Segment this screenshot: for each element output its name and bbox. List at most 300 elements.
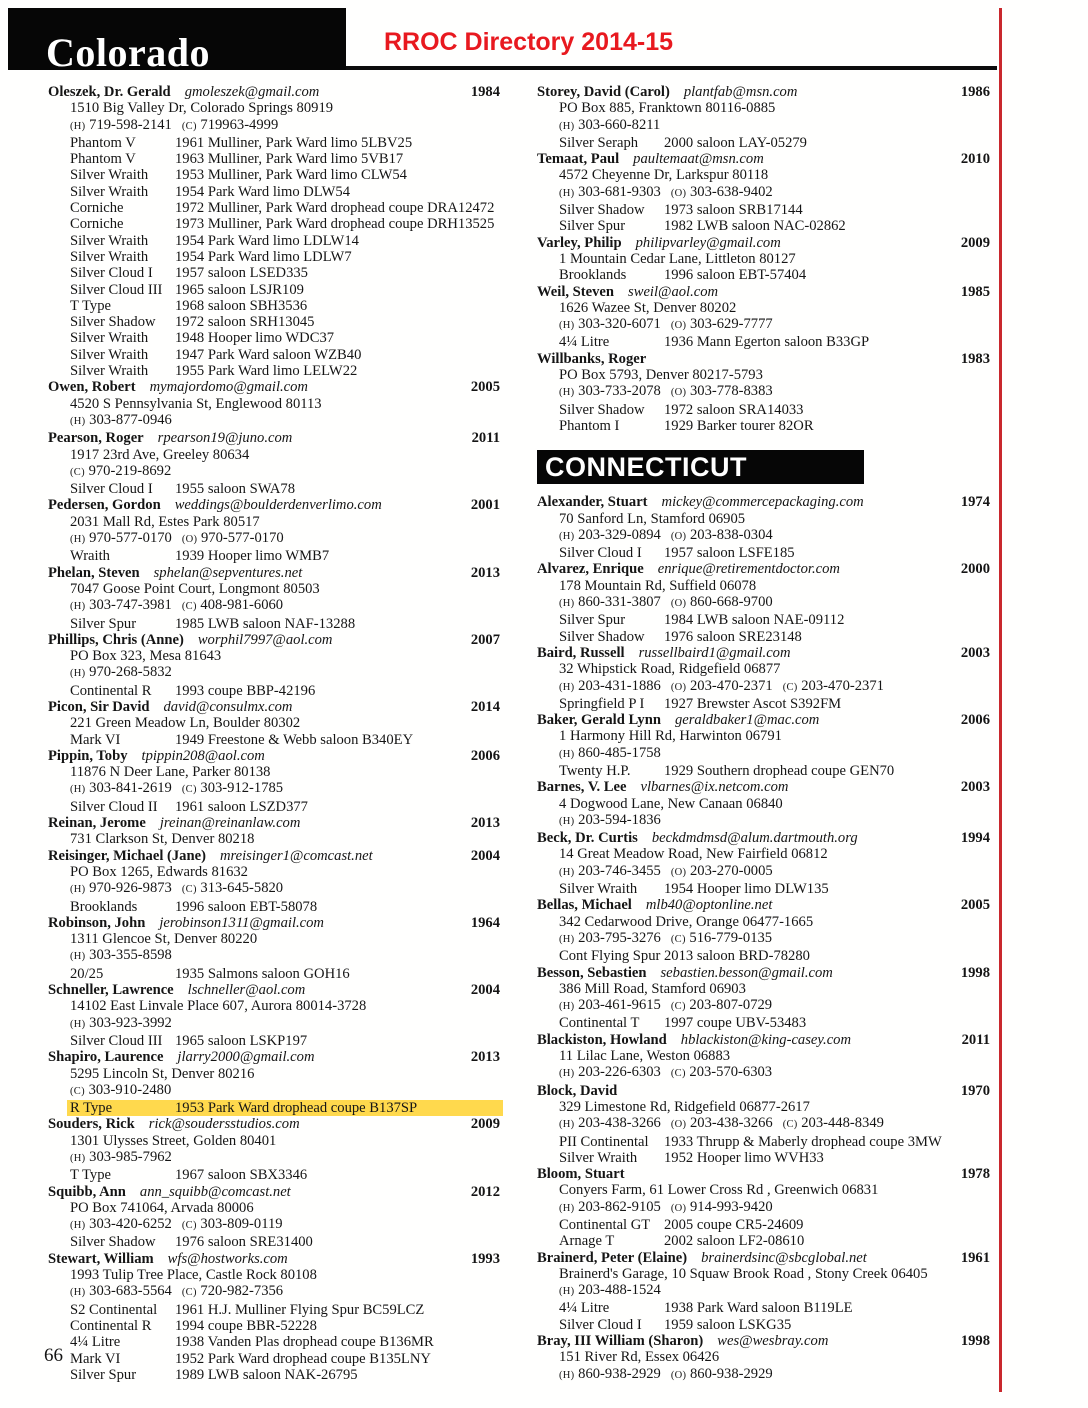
phone-type-label: (O) xyxy=(670,387,687,399)
car-model: Silver Wraith xyxy=(70,232,149,249)
phone-type-label: (H) xyxy=(559,120,575,132)
phone-type-label: (O) xyxy=(670,1119,687,1131)
car-line xyxy=(48,347,500,363)
phone-number: 303-877-0946 xyxy=(89,411,172,428)
phone-line xyxy=(48,947,500,965)
car-model: 20/25 xyxy=(70,965,104,982)
directory-entry xyxy=(48,815,500,848)
car-model: Silver Wraith xyxy=(70,167,149,184)
car-description: 1997 coupe UBV-53483 xyxy=(664,1015,807,1032)
phone-line xyxy=(48,1283,500,1301)
phone-segment xyxy=(182,1283,283,1299)
phone-type-label: (H) xyxy=(559,1369,575,1381)
phone-type-label: (O) xyxy=(670,1202,687,1214)
car-line xyxy=(537,696,990,712)
phone-type-label: (H) xyxy=(70,534,86,546)
phone-segment xyxy=(559,316,661,332)
car-description: 1973 Mulliner, Park Ward drophead coupe DRH13525 xyxy=(175,216,495,233)
member-email: tpippin208@aol.com xyxy=(141,747,265,764)
phone-line xyxy=(48,880,500,898)
state-header-label: Colorado xyxy=(46,30,210,75)
car-line xyxy=(48,265,500,281)
phone-type-label: (C) xyxy=(782,681,798,693)
car-model: Silver Shadow xyxy=(70,314,156,331)
phone-line xyxy=(48,597,500,615)
car-description: 1973 saloon SRB17144 xyxy=(664,202,803,219)
car-description: 1968 saloon SBH3536 xyxy=(175,297,308,314)
phone-segment xyxy=(70,1283,172,1299)
car-description: 1961 Mulliner, Park Ward limo 5LBV25 xyxy=(175,134,413,151)
address-line: 5295 Lincoln St, Denver 80216 xyxy=(70,1065,255,1082)
car-description: 2002 saloon LF2-08610 xyxy=(664,1233,805,1250)
car-description: 2000 saloon LAY-05279 xyxy=(664,134,807,151)
car-line xyxy=(48,298,500,314)
phone-line xyxy=(48,463,500,481)
member-email: rick@soudersstudios.com xyxy=(148,1116,300,1133)
car-description: 1954 Park Ward limo LDLW7 xyxy=(175,248,352,265)
phone-line xyxy=(48,664,500,682)
phone-segment xyxy=(559,863,661,879)
member-join-year: 2011 xyxy=(471,430,500,447)
member-email: worphil7997@aol.com xyxy=(197,631,333,648)
member-name: Storey, David (Carol) xyxy=(537,84,670,100)
entry-header-row xyxy=(48,699,500,715)
car-line xyxy=(537,612,990,628)
phone-segment xyxy=(671,527,773,543)
phone-line xyxy=(537,745,990,763)
address-line: 4520 S Pennsylvania St, Englewood 80113 xyxy=(70,395,322,412)
car-description: 1961 saloon LSZD377 xyxy=(175,798,308,815)
member-email: sebastien.besson@gmail.com xyxy=(660,964,833,981)
phone-type-label: (C) xyxy=(181,601,197,613)
phone-type-label: (O) xyxy=(670,530,687,542)
entry-header-row xyxy=(537,712,990,728)
phone-number: 203-807-0729 xyxy=(689,997,773,1014)
phone-segment xyxy=(559,184,661,200)
member-join-year: 1986 xyxy=(960,84,990,100)
address-line: PO Box 885, Franktown 80116-0885 xyxy=(559,100,776,117)
member-name: Reinan, Jerome xyxy=(48,815,146,832)
phone-type-label: (H) xyxy=(70,884,86,896)
car-model: Corniche xyxy=(70,200,124,217)
car-model: Silver Wraith xyxy=(70,248,149,265)
phone-type-label: (H) xyxy=(70,120,86,132)
page-number: 66 xyxy=(44,1345,63,1366)
car-line xyxy=(48,1302,500,1318)
phone-segment xyxy=(70,1015,172,1031)
member-email: paultemaat@msn.com xyxy=(633,151,764,168)
phone-type-label: (H) xyxy=(559,748,575,760)
member-email: wes@wesbray.com xyxy=(717,1333,829,1350)
phone-number: 303-778-8383 xyxy=(689,383,773,400)
member-join-year: 2010 xyxy=(960,151,990,168)
car-description: 1955 saloon SWA78 xyxy=(175,481,295,498)
car-model: Silver Wraith xyxy=(70,363,149,380)
member-email: mreisinger1@comcast.net xyxy=(219,847,373,864)
phone-number: 303-355-8598 xyxy=(89,947,172,964)
phone-type-label: (O) xyxy=(181,534,198,546)
car-model: PII Continental xyxy=(559,1133,649,1150)
car-description: 1989 LWB saloon NAK-26795 xyxy=(175,1366,358,1383)
car-line xyxy=(537,135,990,151)
car-line xyxy=(48,732,500,748)
phone-segment xyxy=(559,1282,661,1298)
car-model: Silver Cloud III xyxy=(70,281,163,298)
phone-type-label: (C) xyxy=(181,884,197,896)
directory-entry xyxy=(537,1032,990,1083)
car-model: T Type xyxy=(70,297,112,314)
member-join-year: 2000 xyxy=(960,561,990,578)
car-line xyxy=(48,330,500,346)
address-line: 1510 Big Valley Dr, Colorado Springs 80919 xyxy=(70,100,334,117)
address-line: 7047 Goose Point Court, Longmont 80503 xyxy=(70,580,320,597)
car-line xyxy=(48,216,500,232)
entry-header-row xyxy=(537,494,990,510)
entry-header-row xyxy=(48,1251,500,1267)
address-line: Brainerd's Garage, 10 Squaw Brook Road , Stony Creek 06405 xyxy=(559,1265,928,1282)
phone-segment xyxy=(671,594,773,610)
car-model: Silver Shadow xyxy=(559,628,645,645)
phone-segment xyxy=(559,997,661,1013)
car-description: 1959 saloon LSKG35 xyxy=(664,1316,792,1333)
phone-type-label: (O) xyxy=(670,1369,687,1381)
directory-entry xyxy=(537,235,990,284)
phone-type-label: (H) xyxy=(559,320,575,332)
phone-number: 303-910-2480 xyxy=(88,1081,172,1098)
member-join-year: 1994 xyxy=(960,830,990,847)
phone-type-label: (C) xyxy=(782,1119,798,1131)
member-join-year: 2012 xyxy=(470,1183,500,1200)
phone-line xyxy=(537,1366,990,1384)
phone-segment xyxy=(182,597,283,613)
phone-type-label: (C) xyxy=(181,784,197,796)
member-email: philipvarley@gmail.com xyxy=(635,234,781,251)
member-join-year: 1998 xyxy=(960,964,990,981)
address-line: 70 Sanford Ln, Stamford 06905 xyxy=(559,510,746,527)
car-line xyxy=(537,1015,990,1031)
phone-type-label: (H) xyxy=(559,1202,575,1214)
address-line: 11876 N Deer Lane, Parker 80138 xyxy=(70,764,271,781)
car-description: 2005 coupe CR5-24609 xyxy=(664,1217,804,1233)
member-name: Phelan, Steven xyxy=(48,564,140,581)
member-email: gmoleszek@gmail.com xyxy=(184,84,320,100)
car-line xyxy=(48,1100,500,1116)
car-description: 1957 saloon LSFE185 xyxy=(664,545,795,562)
member-name: Phillips, Chris (Anne) xyxy=(48,631,184,648)
address-line: PO Box 5793, Denver 80217-5793 xyxy=(559,367,763,384)
car-model: Continental GT xyxy=(559,1217,651,1233)
member-name: Pippin, Toby xyxy=(48,747,128,764)
phone-number: 970-268-5832 xyxy=(89,664,172,681)
directory-entry xyxy=(48,84,500,379)
phone-type-label: (H) xyxy=(559,530,575,542)
entry-header-row xyxy=(48,84,500,100)
car-description: 1994 coupe BBR-52228 xyxy=(175,1317,317,1334)
phone-segment xyxy=(671,1199,773,1215)
member-email: enrique@retirementdoctor.com xyxy=(657,561,840,578)
phone-number: 203-329-0894 xyxy=(578,526,661,543)
car-description: 1957 saloon LSED335 xyxy=(175,265,308,282)
member-email: jlarry2000@gmail.com xyxy=(177,1049,315,1066)
directory-entry xyxy=(48,1251,500,1383)
directory-entry xyxy=(48,848,500,915)
car-model: Brooklands xyxy=(559,267,627,284)
address-line: 1917 23rd Ave, Greeley 80634 xyxy=(70,446,250,463)
car-line xyxy=(537,763,990,779)
phone-segment xyxy=(70,1216,172,1232)
phone-line xyxy=(537,594,990,612)
phone-line xyxy=(537,527,990,545)
entry-header-row xyxy=(537,351,990,367)
address-line: 1 Mountain Cedar Lane, Littleton 80127 xyxy=(559,250,796,267)
car-description: 1938 Vanden Plas drophead coupe B136MR xyxy=(175,1334,434,1351)
phone-segment xyxy=(70,947,172,963)
directory-entry xyxy=(48,565,500,632)
car-description: 1953 Park Ward drophead coupe B137SP xyxy=(172,1100,503,1116)
car-description: 1954 Park Ward limo LDLW14 xyxy=(175,232,359,249)
phone-line xyxy=(537,863,990,881)
phone-segment xyxy=(559,745,661,761)
phone-number: 203-270-0005 xyxy=(689,862,773,879)
car-model: Brooklands xyxy=(70,898,138,915)
car-description: 1936 Mann Egerton saloon B33GP xyxy=(664,334,870,351)
address-line: 1993 Tulip Tree Place, Castle Rock 80108 xyxy=(70,1267,317,1284)
directory-entry xyxy=(48,982,500,1049)
car-model: Silver Cloud II xyxy=(70,798,158,815)
phone-type-label: (H) xyxy=(70,668,86,680)
state-header-bar xyxy=(8,8,346,75)
directory-entry xyxy=(537,965,990,1032)
phone-number: 313-645-5820 xyxy=(200,880,284,897)
member-email: sphelan@sepventures.net xyxy=(153,564,303,581)
car-line xyxy=(48,363,500,379)
member-email: plantfab@msn.com xyxy=(683,84,798,100)
member-name: Bray, III William (Sharon) xyxy=(537,1333,704,1350)
car-model: Wraith xyxy=(70,548,110,565)
car-line xyxy=(537,334,990,350)
phone-type-label: (C) xyxy=(670,1001,686,1013)
entry-header-row xyxy=(48,565,500,581)
member-name: Souders, Rick xyxy=(48,1116,135,1133)
member-join-year: 1964 xyxy=(470,914,500,931)
car-line xyxy=(48,1351,500,1367)
car-description: 1954 Hooper limo DLW135 xyxy=(664,881,829,898)
car-description: 1938 Park Ward saloon B119LE xyxy=(664,1300,853,1317)
member-join-year: 2006 xyxy=(960,712,990,729)
car-model: Silver Cloud I xyxy=(70,481,153,498)
page-edge-mark xyxy=(999,8,1002,1392)
car-description: 1972 saloon SRA14033 xyxy=(664,401,804,418)
member-join-year: 1978 xyxy=(960,1166,990,1183)
phone-number: 303-912-1785 xyxy=(200,780,284,797)
car-model: Silver Wraith xyxy=(70,330,149,347)
phone-type-label: (H) xyxy=(559,1286,575,1298)
phone-number: 203-470-2371 xyxy=(689,677,773,694)
member-join-year: 2013 xyxy=(470,815,500,832)
car-description: 1955 Park Ward limo LELW22 xyxy=(175,363,358,380)
phone-type-label: (H) xyxy=(70,415,86,427)
address-line: 1626 Wazee St, Denver 80202 xyxy=(559,299,737,316)
column-right xyxy=(537,84,990,1384)
phone-number: 303-733-2078 xyxy=(578,383,661,400)
car-line xyxy=(48,233,500,249)
phone-type-label: (H) xyxy=(70,1287,86,1299)
directory-entry xyxy=(48,748,500,815)
entry-header-row xyxy=(48,497,500,513)
phone-type-label: (H) xyxy=(559,866,575,878)
phone-segment xyxy=(559,1199,661,1215)
address-line: 178 Mountain Rd, Suffield 06078 xyxy=(559,577,757,594)
entry-header-row xyxy=(537,1083,990,1099)
directory-entry xyxy=(537,84,990,151)
phone-segment xyxy=(671,863,773,879)
member-email: sweil@aol.com xyxy=(628,283,719,300)
phone-type-label: (O) xyxy=(670,598,687,610)
member-name: Weil, Steven xyxy=(537,283,615,300)
car-line xyxy=(537,1134,990,1150)
phone-line xyxy=(537,1282,990,1300)
phone-segment xyxy=(559,594,661,610)
member-join-year: 1984 xyxy=(470,84,500,100)
phone-line xyxy=(537,1199,990,1217)
phone-line xyxy=(48,1216,500,1234)
car-line xyxy=(48,1367,500,1383)
phone-line xyxy=(48,780,500,798)
phone-type-label: (H) xyxy=(70,601,86,613)
phone-type-label: (H) xyxy=(70,951,86,963)
member-email: jerobinson1311@gmail.com xyxy=(159,914,324,931)
phone-type-label: (H) xyxy=(559,598,575,610)
car-model: Silver Seraph xyxy=(559,134,639,151)
phone-type-label: (H) xyxy=(70,784,86,796)
member-name: Brainerd, Peter (Elaine) xyxy=(537,1249,688,1266)
directory-entry xyxy=(48,632,500,699)
car-line xyxy=(537,545,990,561)
address-line: 1 Harmony Hill Rd, Harwinton 06791 xyxy=(559,728,782,745)
phone-number: 303-923-3992 xyxy=(89,1014,172,1031)
car-model: Silver Cloud I xyxy=(559,1316,642,1333)
member-name: Besson, Sebastien xyxy=(537,964,647,981)
phone-type-label: (H) xyxy=(559,1119,575,1131)
car-line xyxy=(537,948,990,964)
phone-line xyxy=(537,997,990,1015)
car-line xyxy=(48,1318,500,1334)
member-name: Shapiro, Laurence xyxy=(48,1049,164,1066)
phone-number: 303-683-5564 xyxy=(89,1283,172,1300)
phone-segment xyxy=(559,678,661,694)
entry-header-row xyxy=(537,645,990,661)
address-line: PO Box 741064, Arvada 80006 xyxy=(70,1199,254,1216)
phone-segment xyxy=(671,383,773,399)
phone-line xyxy=(48,412,500,430)
member-name: Beck, Dr. Curtis xyxy=(537,830,638,847)
directory-entry xyxy=(537,1250,990,1333)
phone-segment xyxy=(671,678,773,694)
entry-header-row xyxy=(537,1166,990,1182)
address-line: 14102 East Linvale Place 607, Aurora 80014-3728 xyxy=(70,998,367,1015)
car-line xyxy=(537,1300,990,1316)
phone-line xyxy=(537,1064,990,1082)
member-join-year: 2003 xyxy=(960,644,990,661)
phone-line xyxy=(48,1082,500,1100)
header-rule xyxy=(346,66,997,70)
car-description: 1996 saloon EBT-57404 xyxy=(664,267,807,284)
phone-number: 303-681-9303 xyxy=(578,183,661,200)
car-model: Silver Shadow xyxy=(559,401,645,418)
car-description: 1933 Thrupp & Maberly drophead coupe 3MW xyxy=(664,1133,942,1150)
entry-header-row xyxy=(537,830,990,846)
car-line xyxy=(48,167,500,183)
member-email: mlb40@optonline.net xyxy=(645,897,773,914)
car-description: 1963 Mulliner, Park Ward limo 5VB17 xyxy=(175,151,404,168)
car-line xyxy=(537,1317,990,1333)
phone-number: 303-660-8211 xyxy=(578,116,661,133)
directory-entry xyxy=(537,897,990,964)
entry-header-row xyxy=(48,1116,500,1132)
directory-title: RROC Directory 2014-15 xyxy=(384,28,674,56)
entry-header-row xyxy=(537,779,990,795)
directory-entry xyxy=(48,379,500,430)
member-join-year: 2001 xyxy=(470,497,500,514)
car-model: Silver Shadow xyxy=(559,202,645,219)
directory-entry xyxy=(537,561,990,644)
phone-type-label: (H) xyxy=(559,1068,575,1080)
car-line xyxy=(48,200,500,216)
member-join-year: 2003 xyxy=(960,779,990,796)
car-model: Springfield P I xyxy=(559,695,645,712)
car-description: 1972 saloon SRH13045 xyxy=(175,314,315,331)
phone-number: 203-570-6303 xyxy=(689,1064,773,1081)
car-model: Cont Flying Spur xyxy=(559,948,661,965)
entry-header-row xyxy=(48,915,500,931)
phone-type-label: (O) xyxy=(670,187,687,199)
car-model: 4¼ Litre xyxy=(559,1300,610,1317)
car-description: 1929 Barker tourer 82OR xyxy=(664,417,814,434)
car-model: S2 Continental xyxy=(70,1301,158,1318)
car-line xyxy=(48,966,500,982)
car-model: Mark VI xyxy=(70,731,121,748)
phone-type-label: (H) xyxy=(559,387,575,399)
phone-number: 203-226-6303 xyxy=(578,1064,661,1081)
phone-number: 203-746-3455 xyxy=(578,862,661,879)
directory-entry xyxy=(537,284,990,351)
member-name: Owen, Robert xyxy=(48,379,136,396)
column-left xyxy=(48,84,500,1383)
directory-entry xyxy=(537,151,990,234)
phone-line xyxy=(537,678,990,696)
phone-segment xyxy=(671,997,772,1013)
phone-segment xyxy=(671,316,773,332)
phone-number: 408-981-6060 xyxy=(200,597,284,614)
phone-line xyxy=(48,1015,500,1033)
member-email: jreinan@reinanlaw.com xyxy=(159,815,301,832)
car-description: 1929 Southern drophead coupe GEN70 xyxy=(664,762,895,779)
car-model: Silver Spur xyxy=(559,612,626,629)
address-line: 342 Cedarwood Drive, Orange 06477-1665 xyxy=(559,913,814,930)
member-name: Barnes, V. Lee xyxy=(537,779,627,796)
phone-type-label: (H) xyxy=(70,1153,86,1164)
address-line: 731 Clarkson St, Denver 80218 xyxy=(70,831,255,848)
member-name: Willbanks, Roger xyxy=(537,350,647,367)
phone-type-label: (O) xyxy=(670,320,687,332)
phone-segment xyxy=(182,880,283,896)
member-email: russellbaird1@gmail.com xyxy=(638,644,791,661)
phone-number: 203-461-9615 xyxy=(578,997,661,1014)
phone-line xyxy=(537,930,990,948)
address-line: 1311 Glencoe St, Denver 80220 xyxy=(70,931,258,948)
car-line xyxy=(537,218,990,234)
member-join-year: 2013 xyxy=(470,1049,500,1066)
